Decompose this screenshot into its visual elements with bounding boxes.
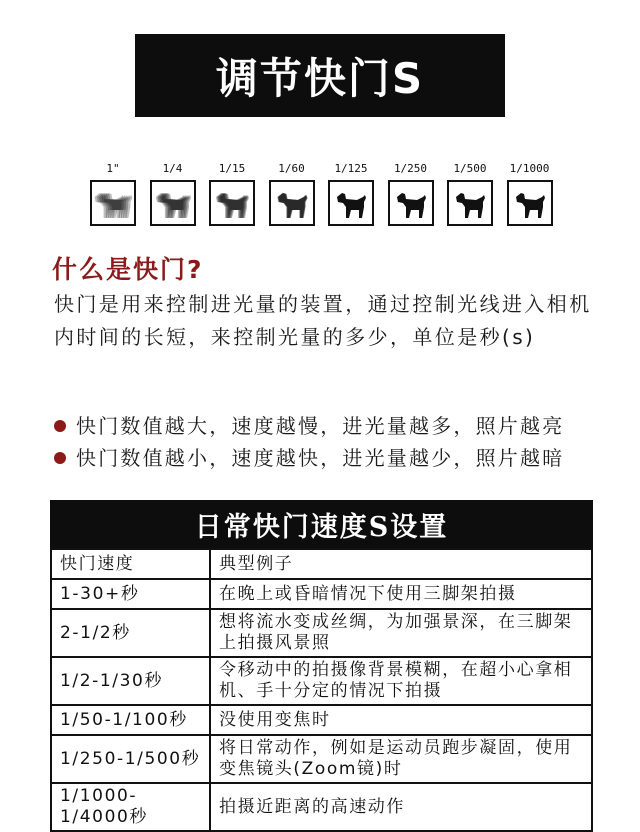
header-cell-speed: 快门速度 — [51, 549, 210, 579]
table-row — [51, 783, 592, 831]
dog-photo-icon — [507, 180, 553, 226]
cell-example: 将日常动作，例如是运动员跑步凝固，使用变焦镜头(Zoom镜)时 — [210, 735, 592, 783]
shutter-speed-label: 1/250 — [393, 162, 428, 175]
header-cell-example: 典型例子 — [210, 549, 592, 579]
dog-photo-icon — [269, 180, 315, 226]
table-title: 日常快门速度S设置 — [50, 500, 593, 548]
table-row — [51, 579, 592, 609]
shutter-speed-label: 1/125 — [334, 162, 368, 175]
table-row — [51, 705, 592, 735]
shutter-speed-label: 1/60 — [278, 162, 305, 175]
bullet-dot-icon — [54, 452, 66, 464]
shutter-speed-item — [386, 160, 436, 226]
shutter-speed-label: 1/4 — [162, 162, 183, 175]
shutter-speed-label: 1/15 — [218, 162, 246, 175]
shutter-speed-item — [326, 160, 376, 226]
cell-speed: 1/50-1/100秒 — [51, 705, 210, 735]
shutter-speed-item — [148, 160, 198, 226]
bullet-text: 快门数值越小，速度越快，进光量越少，照片越暗 — [76, 446, 565, 470]
table-row — [51, 609, 592, 657]
dog-photo-icon — [90, 180, 136, 226]
shutter-speed-item — [445, 160, 495, 226]
dog-photo-icon — [150, 180, 196, 226]
bullet-dot-icon — [54, 420, 66, 432]
bullet-item — [50, 410, 610, 442]
section-question: 什么是快门? — [52, 255, 204, 284]
table-header-row — [51, 549, 592, 579]
cell-speed: 1-30+秒 — [51, 579, 210, 609]
shutter-speed-item — [207, 160, 257, 226]
dog-photo-icon — [447, 180, 493, 226]
bullet-text: 快门数值越大，速度越慢，进光量越多，照片越亮 — [76, 414, 565, 438]
cell-example: 拍摄近距离的高速动作 — [210, 783, 592, 831]
shutter-speed-label: 1/500 — [453, 162, 487, 175]
shutter-speed-item — [505, 160, 555, 226]
shutter-speed-strip — [88, 160, 564, 230]
dog-photo-icon — [209, 180, 255, 226]
table-row — [51, 735, 592, 783]
table-row — [51, 657, 592, 705]
shutter-settings-table — [50, 500, 593, 832]
section-intro: 快门是用来控制进光量的装置，通过控制光线进入相机内时间的长短，来控制光量的多少，单位是秒(s) — [54, 292, 592, 349]
bullet-list — [50, 410, 610, 474]
page-title: 调节快门S — [135, 34, 505, 117]
shutter-speed-label: 1/1000 — [509, 162, 550, 175]
dog-photo-icon — [388, 180, 434, 226]
cell-speed: 2-1/2秒 — [51, 609, 210, 657]
shutter-speed-label: 1" — [106, 162, 120, 175]
cell-example: 没使用变焦时 — [210, 705, 592, 735]
cell-example: 在晚上或昏暗情况下使用三脚架拍摄 — [210, 579, 592, 609]
cell-example: 令移动中的拍摄像背景模糊，在超小心拿相机、手十分定的情况下拍摄 — [210, 657, 592, 705]
settings-table — [50, 548, 593, 832]
cell-speed: 1/1000-1/4000秒 — [51, 783, 210, 831]
bullet-item — [50, 442, 610, 474]
cell-speed: 1/2-1/30秒 — [51, 657, 210, 705]
shutter-speed-item — [88, 160, 138, 226]
cell-example: 想将流水变成丝绸，为加强景深，在三脚架上拍摄风景照 — [210, 609, 592, 657]
cell-speed: 1/250-1/500秒 — [51, 735, 210, 783]
dog-photo-icon — [328, 180, 374, 226]
shutter-speed-item — [267, 160, 317, 226]
